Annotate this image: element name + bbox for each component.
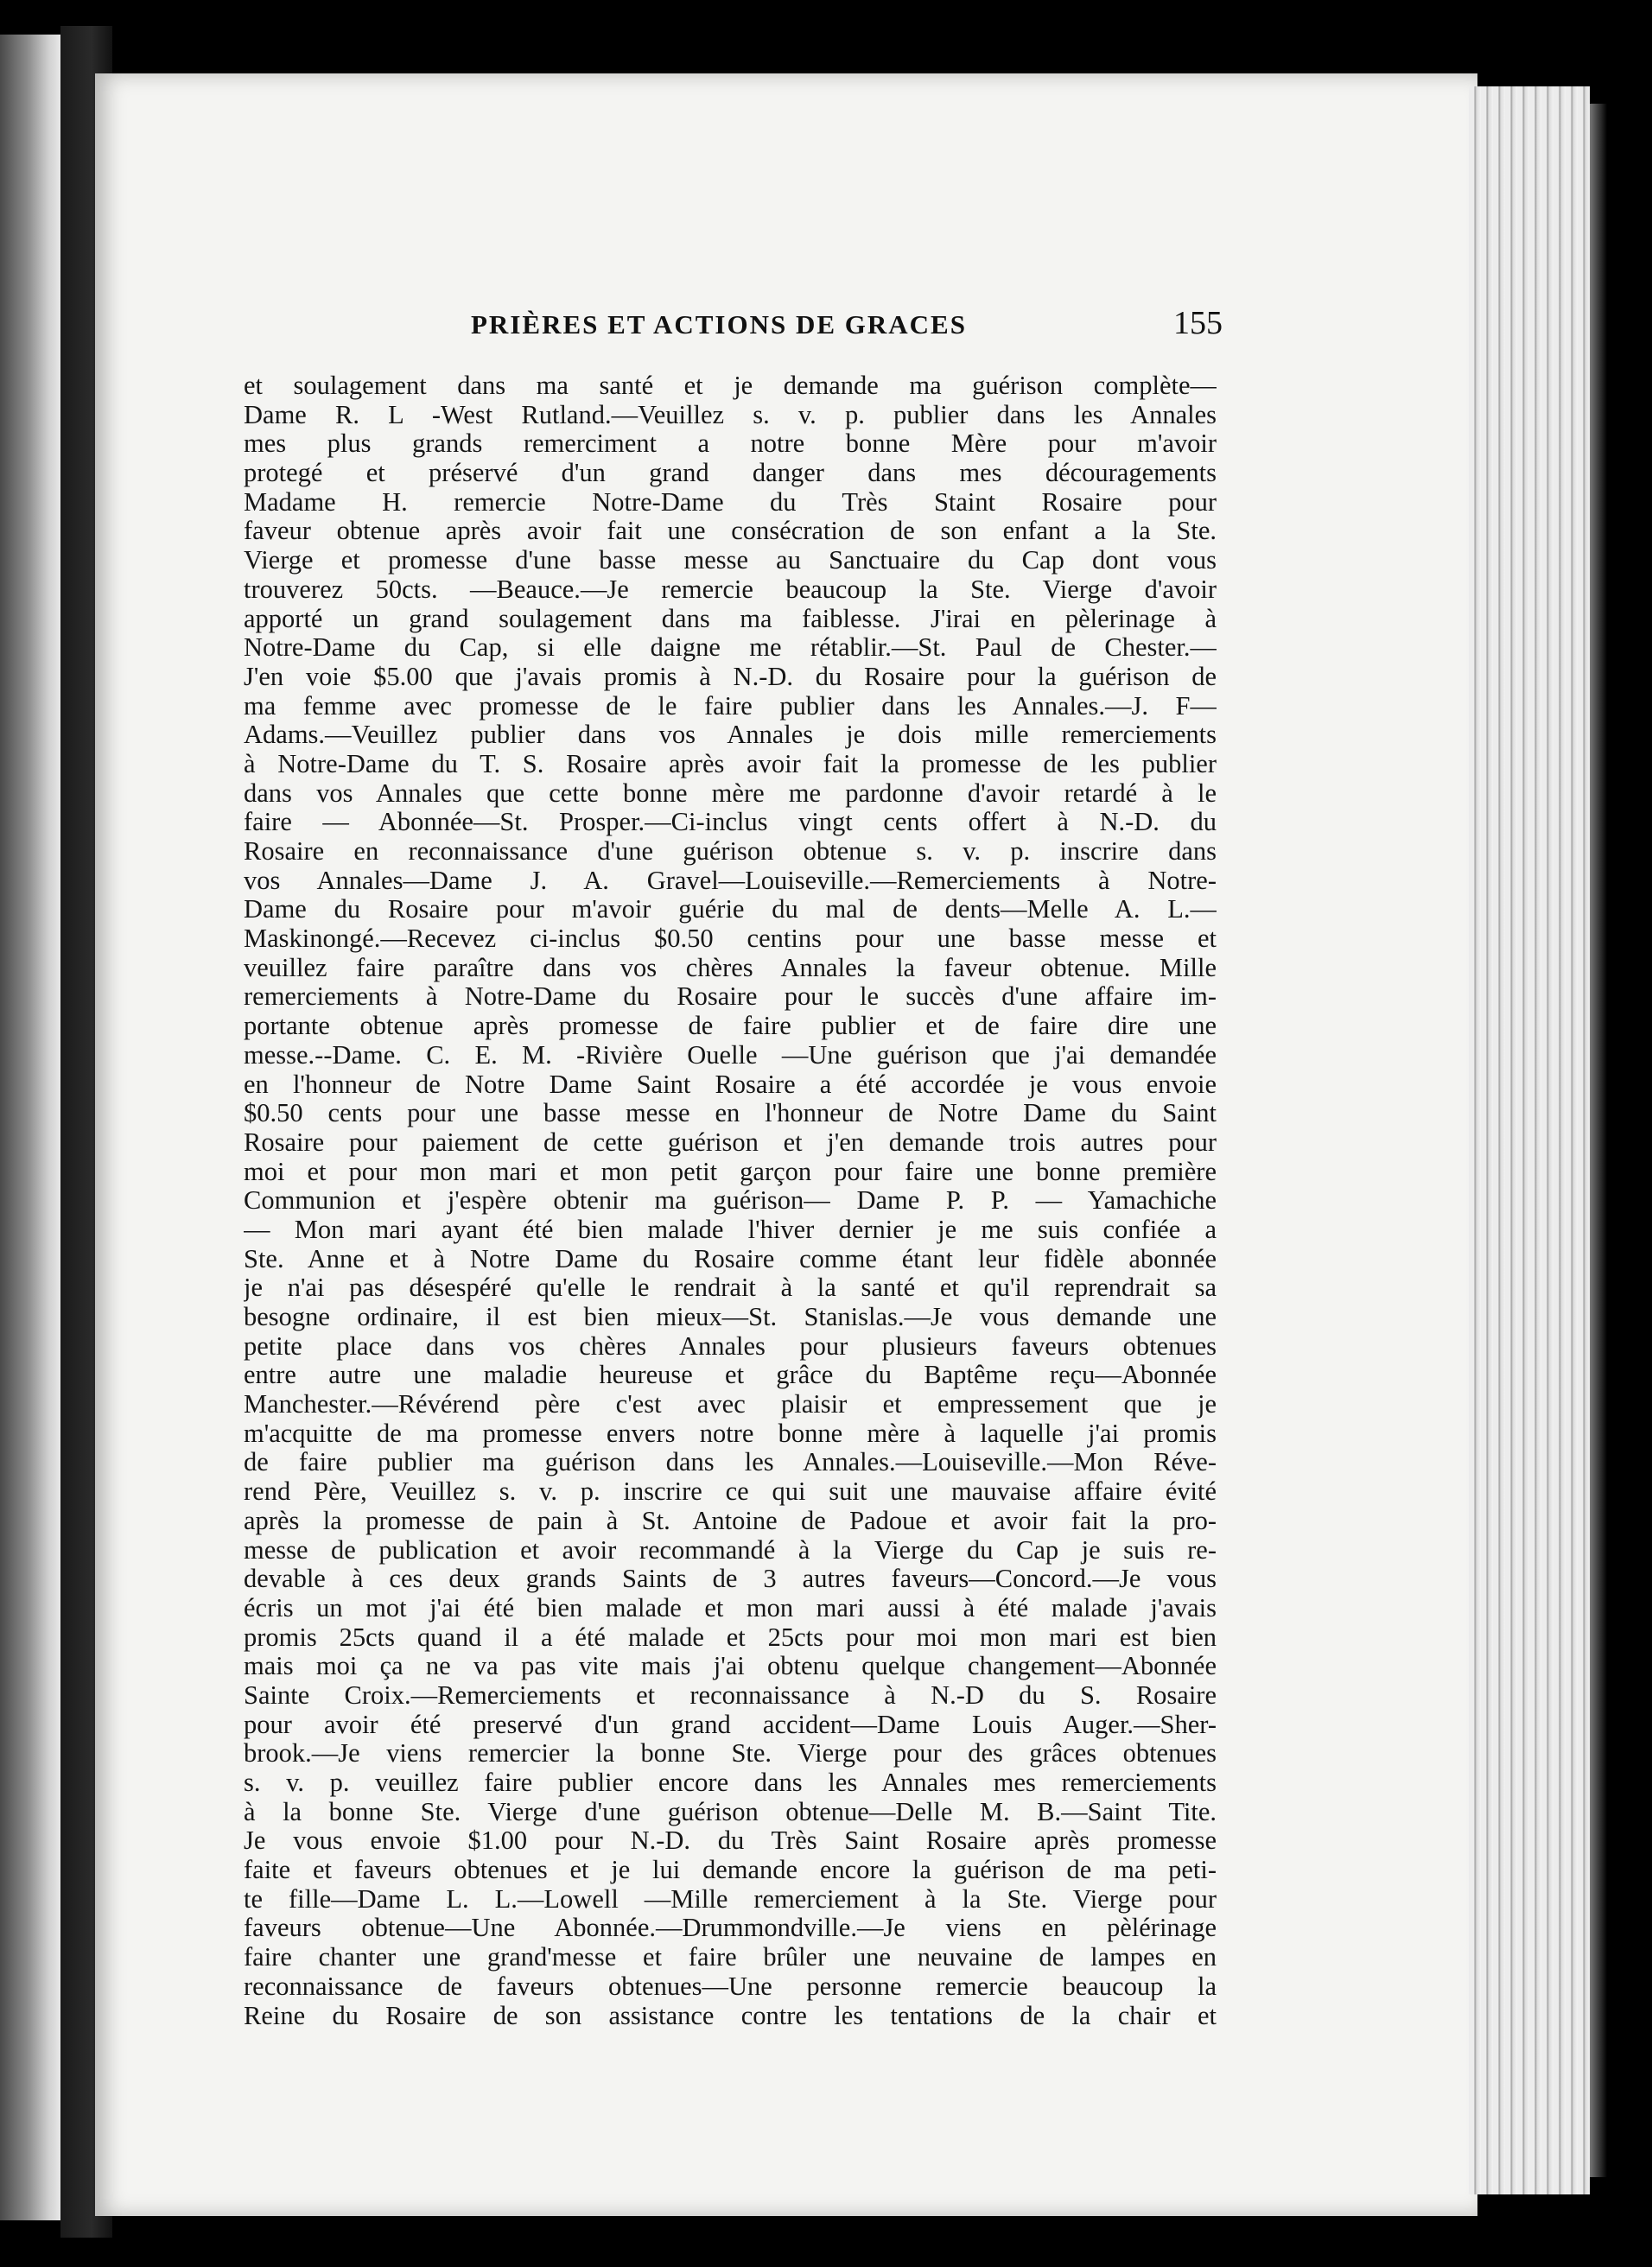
text-line: moi et pour mon mari et mon petit garçon pour faire une bonne première [244,1157,1217,1186]
text-line: apporté un grand soulagement dans ma faiblesse. J'irai en pèlerinage à [244,604,1217,633]
text-line: Dame du Rosaire pour m'avoir guérie du mal de dents—Melle A. L.— [244,895,1217,924]
text-line: à la bonne Ste. Vierge d'une guérison obtenue—Delle M. B.—Saint Tite. [244,1797,1217,1826]
text-line: Notre-Dame du Cap, si elle daigne me rétablir.—St. Paul de Chester.— [244,633,1217,663]
text-line: faire chanter une grand'messe et faire brûler une neuvaine de lampes en [244,1943,1217,1972]
text-line: de faire publier ma guérison dans les Annales.—Louiseville.—Mon Réve- [244,1448,1217,1477]
text-line: Vierge et promesse d'une basse messe au Sanctuaire du Cap dont vous [244,546,1217,575]
text-line: je n'ai pas désespéré qu'elle le rendrait à la santé et qu'il reprendrait sa [244,1273,1217,1303]
text-line: Reine du Rosaire de son assistance contre les tentations de la chair et [244,2001,1217,2030]
text-line: $0.50 cents pour une basse messe en l'honneur de Notre Dame du Saint [244,1099,1217,1128]
running-head: PRIÈRES ET ACTIONS DE GRACES [471,309,967,340]
body-text [244,371,1217,2030]
page-edges-shadow [1590,104,1607,2177]
text-line: te fille—Dame L. L.—Lowell —Mille remerciement à la Ste. Vierge pour [244,1884,1217,1914]
text-line: Rosaire en reconnaissance d'une guérison obtenue s. v. p. inscrire dans [244,837,1217,866]
page-header [246,302,1223,354]
page-edges [1469,86,1590,2194]
text-line: Rosaire pour paiement de cette guérison et j'en demande trois autres pour [244,1127,1217,1157]
text-line: messe.--Dame. C. E. M. -Rivière Ouelle —Une guérison que j'ai demandée [244,1040,1217,1070]
text-line: à Notre-Dame du T. S. Rosaire après avoir fait la promesse de les publier [244,749,1217,778]
page-number: 155 [1173,305,1223,341]
text-line: m'acquitte de ma promesse envers notre bonne mère à laquelle j'ai promis [244,1419,1217,1448]
text-line: Ste. Anne et à Notre Dame du Rosaire comme étant leur fidèle abonnée [244,1244,1217,1273]
text-line: mes plus grands remerciment a notre bonne Mère pour m'avoir [244,429,1217,459]
text-line: reconnaissance de faveurs obtenues—Une personne remercie beaucoup la [244,1972,1217,2001]
text-line: Maskinongé.—Recevez ci-inclus $0.50 centins pour une basse messe et [244,924,1217,954]
text-line: protegé et préservé d'un grand danger dans mes découragements [244,459,1217,488]
text-line: messe de publication et avoir recommandé à la Vierge du Cap je suis re- [244,1535,1217,1565]
text-line: mais moi ça ne va pas vite mais j'ai obtenu quelque changement—Abonnée [244,1652,1217,1681]
text-line: écris un mot j'ai été bien malade et mon mari aussi à été malade j'avais [244,1593,1217,1622]
text-line: faveur obtenue après avoir fait une consécration de son enfant a la Ste. [244,517,1217,546]
text-line: petite place dans vos chères Annales pour plusieurs faveurs obtenues [244,1331,1217,1361]
text-line: veuillez faire paraître dans vos chères Annales la faveur obtenue. Mille [244,953,1217,982]
text-line: Manchester.—Révérend père c'est avec plaisir et empressement que je [244,1390,1217,1419]
text-line: portante obtenue après promesse de faire publier et de faire dire une [244,1012,1217,1041]
text-line: s. v. p. veuillez faire publier encore dans les Annales mes remerciements [244,1769,1217,1797]
text-line: Je vous envoie $1.00 pour N.-D. du Très Saint Rosaire après promesse [244,1826,1217,1856]
text-line: et soulagement dans ma santé et je demande ma guérison complète— [244,371,1217,400]
text-line: faite et faveurs obtenues et je lui demande encore la guérison de ma peti- [244,1856,1217,1885]
text-line: Dame R. L -West Rutland.—Veuillez s. v. p. publier dans les Annales [244,400,1217,429]
text-line: — Mon mari ayant été bien malade l'hiver dernier je me suis confiée a [244,1215,1217,1244]
text-line: faveurs obtenue—Une Abonnée.—Drummondville.—Je viens en pèlérinage [244,1914,1217,1943]
left-page-edge [0,35,60,2220]
text-line: dans vos Annales que cette bonne mère me pardonne d'avoir retardé à le [244,778,1217,808]
text-line: Communion et j'espère obtenir ma guérison— Dame P. P. — Yamachiche [244,1186,1217,1216]
text-line: devable à ces deux grands Saints de 3 autres faveurs—Concord.—Je vous [244,1565,1217,1594]
text-line: promis 25cts quand il a été malade et 25cts pour moi mon mari est bien [244,1622,1217,1652]
text-line: brook.—Je viens remercier la bonne Ste. Vierge pour des grâces obtenues [244,1739,1217,1769]
text-line: Sainte Croix.—Remerciements et reconnaissance à N.-D du S. Rosaire [244,1680,1217,1710]
text-line: Adams.—Veuillez publier dans vos Annales je dois mille remerciements [244,721,1217,750]
text-line: en l'honneur de Notre Dame Saint Rosaire a été accordée je vous envoie [244,1070,1217,1099]
text-line: pour avoir été preservé d'un grand accident—Dame Louis Auger.—Sher- [244,1710,1217,1739]
text-line: après la promesse de pain à St. Antoine de Padoue et avoir fait la pro- [244,1506,1217,1535]
text-line: entre autre une maladie heureuse et grâce du Baptême reçu—Abonnée [244,1361,1217,1390]
text-line: vos Annales—Dame J. A. Gravel—Louiseville.—Remerciements à Notre- [244,866,1217,895]
text-line: remerciements à Notre-Dame du Rosaire pour le succès d'une affaire im- [244,982,1217,1012]
text-line: trouverez 50cts. —Beauce.—Je remercie beaucoup la Ste. Vierge d'avoir [244,575,1217,604]
text-line: ma femme avec promesse de le faire publier dans les Annales.—J. F— [244,691,1217,721]
text-line: faire — Abonnée—St. Prosper.—Ci-inclus vingt cents offert à N.-D. du [244,808,1217,837]
text-line: rend Père, Veuillez s. v. p. inscrire ce qui suit une mauvaise affaire évité [244,1477,1217,1507]
text-line: Madame H. remercie Notre-Dame du Très Staint Rosaire pour [244,487,1217,517]
text-line: besogne ordinaire, il est bien mieux—St. Stanislas.—Je vous demande une [244,1303,1217,1331]
text-line: J'en voie $5.00 que j'avais promis à N.-D. du Rosaire pour la guérison de [244,662,1217,691]
